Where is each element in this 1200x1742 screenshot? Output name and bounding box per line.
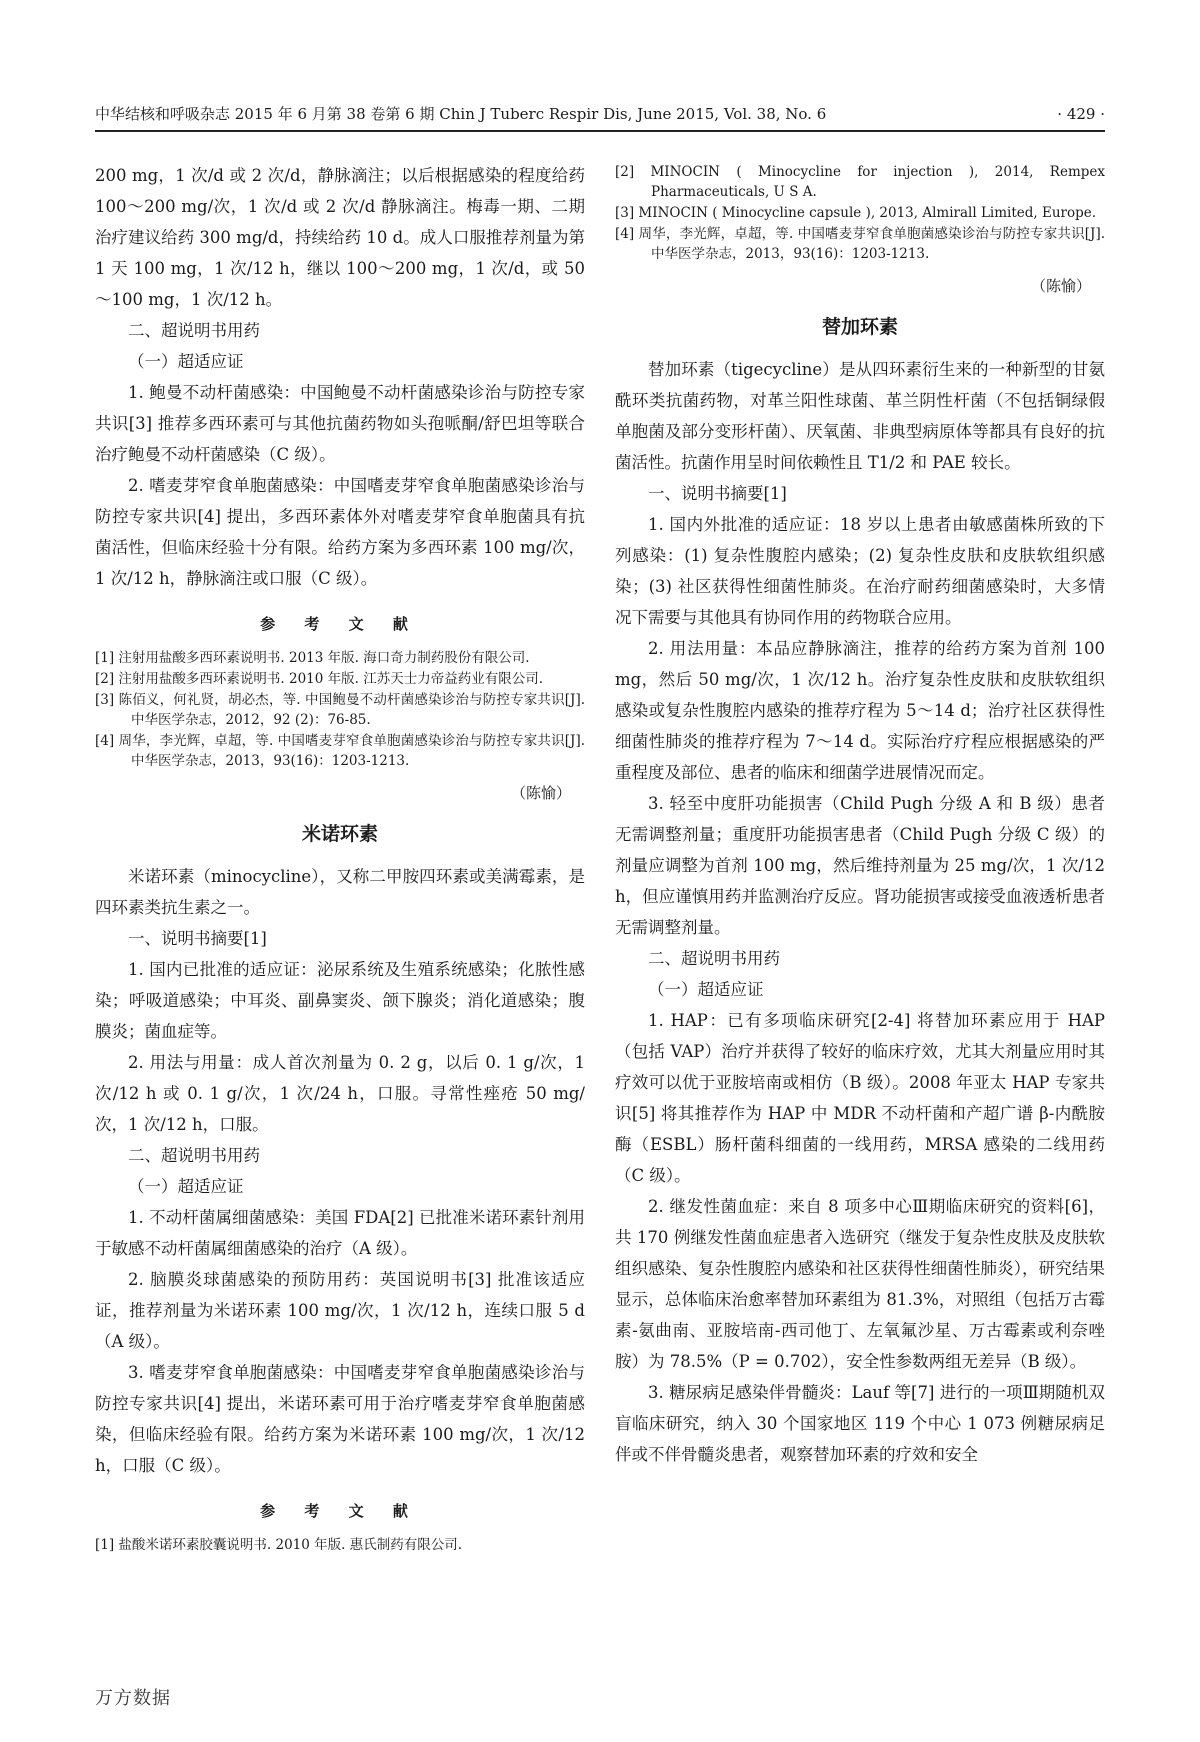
left-column xyxy=(95,160,585,1556)
reference-item: [3] 陈佰义，何礼贤，胡必杰，等. 中国鲍曼不动杆菌感染诊治与防控专家共识[J]. 中华医学杂志，2012，92 (2)：76-85. xyxy=(95,692,585,728)
subsection-heading: （一）超适应证 xyxy=(648,980,764,999)
reference-item: [1] 注射用盐酸多西环素说明书. 2013 年版. 海口奇力制药股份有限公司. xyxy=(95,650,530,666)
paragraph: 2. 用法与用量：成人首次剂量为 0. 2 g，以后 0. 1 g/次，1 次/12 h 或 0. 1 g/次，1 次/24 h，口服。寻常性痤疮 50 mg/次，1 次/12 h，口服。 xyxy=(95,1053,585,1134)
paragraph: 2. 嗜麦芽窄食单胞菌感染：中国嗜麦芽窄食单胞菌感染诊治与防控专家共识[4] 提出，多西环素体外对嗜麦芽窄食单胞菌具有抗菌活性，但临床经验十分有限。给药方案为多西环素 100 mg/次，1 次/12 h，静脉滴注或口服（C 级）。 xyxy=(95,476,585,588)
reference-item: [1] 盐酸米诺环素胶囊说明书. 2010 年版. 惠氏制药有限公司. xyxy=(95,1537,463,1553)
subsection-heading: （一）超适应证 xyxy=(128,1177,244,1196)
section-heading: 二、超说明书用药 xyxy=(128,321,260,340)
reference-item: [4] 周华，李光辉，卓超，等. 中国嗜麦芽窄食单胞菌感染诊治与防控专家共识[J]. 中华医学杂志，2013，93(16)：1203-1213. xyxy=(95,733,585,769)
reference-list xyxy=(615,162,1105,264)
paragraph: 替加环素（tigecycline）是从四环素衍生来的一种新型的甘氨酰环类抗菌药物，对革兰阳性球菌、革兰阴性杆菌（不包括铜绿假单胞菌及部分变形杆菌）、厌氧菌、非典型病原体等都具有良好的抗菌活性。抗菌作用呈时间依赖性且 T1/2 和 PAE 较长。 xyxy=(615,360,1105,472)
paragraph: 2. 脑膜炎球菌感染的预防用药：英国说明书[3] 批准该适应证，推荐剂量为米诺环素 100 mg/次，1 次/12 h，连续口服 5 d（A 级）。 xyxy=(95,1270,585,1351)
paragraph: 1. 不动杆菌属细菌感染：美国 FDA[2] 已批准米诺环素针剂用于敏感不动杆菌属细菌感染的治疗（A 级）。 xyxy=(95,1208,585,1258)
reference-item: [2] MINOCIN ( Minocycline for injection ), 2014, Rempex Pharmaceuticals, U S A. xyxy=(615,164,1105,200)
continued-paragraph: 200 mg，1 次/d 或 2 次/d，静脉滴注；以后根据感染的程度给药 100～200 mg/次，1 次/d 或 2 次/d 静脉滴注。梅毒一期、二期治疗建议给药 300 mg/d，持续给药 10 d。成人口服推荐剂量为第 1 天 100 mg，1 次/12 h，继以 100～200 mg，1 次/d，或 50～100 mg，1 次/12 h。 xyxy=(95,166,585,309)
paragraph: 1. 国内外批准的适应证：18 岁以上患者由敏感菌株所致的下列感染：(1) 复杂性腹腔内感染；(2) 复杂性皮肤和皮肤软组织感染；(3) 社区获得性细菌性肺炎。在治疗耐药细菌感染时，大多情况下需要与其他具有协同作用的药物联合应用。 xyxy=(615,515,1105,627)
reference-list xyxy=(95,1535,585,1555)
paragraph: 米诺环素（minocycline），又称二甲胺四环素或美满霉素，是四环素类抗生素之一。 xyxy=(95,867,585,917)
page-number: · 429 · xyxy=(1057,105,1105,123)
references-title: 参 考 文 献 xyxy=(260,1502,420,1520)
reference-item: [2] 注射用盐酸多西环素说明书. 2010 年版. 江苏天士力帝益药业有限公司. xyxy=(95,671,544,687)
reference-item: [3] MINOCIN ( Minocycline capsule ), 2013, Almirall Limited, Europe. xyxy=(615,205,1097,221)
section-heading: 一、说明书摘要[1] xyxy=(128,929,267,948)
subsection-heading: （一）超适应证 xyxy=(128,352,244,371)
watermark: 万方数据 xyxy=(95,1688,171,1709)
section-heading: 二、超说明书用药 xyxy=(648,949,780,968)
reference-item: [4] 周华，李光辉，卓超，等. 中国嗜麦芽窄食单胞菌感染诊治与防控专家共识[J]. 中华医学杂志，2013，93(16)：1203-1213. xyxy=(615,226,1105,262)
right-column xyxy=(615,162,1105,1470)
section-heading: 二、超说明书用药 xyxy=(128,1146,260,1165)
paragraph: 3. 嗜麦芽窄食单胞菌感染：中国嗜麦芽窄食单胞菌感染诊治与防控专家共识[4] 提出，米诺环素可用于治疗嗜麦芽窄食单胞菌感染，但临床经验有限。给药方案为米诺环素 100 mg/次，1 次/12 h，口服（C 级）。 xyxy=(95,1363,585,1475)
paragraph: 2. 继发性菌血症：来自 8 项多中心Ⅲ期临床研究的资料[6]，共 170 例继发性菌血症患者入选研究（继发于复杂性皮肤及皮肤软组织感染、复杂性腹腔内感染和社区获得性细菌性肺炎），研究结果显示，总体临床治愈率替加环素组为 81.3%，对照组（包括万古霉素-氨曲南、亚胺培南-西司他丁、左氧氟沙星、万古霉素或利奈唑胺）为 78.5%（P = 0.702），安全性参数两组无差异（B 级）。 xyxy=(615,1197,1105,1371)
paragraph: 1. 鲍曼不动杆菌感染：中国鲍曼不动杆菌感染诊治与防控专家共识[3] 推荐多西环素可与其他抗菌药物如头孢哌酮/舒巴坦等联合治疗鲍曼不动杆菌感染（C 级）。 xyxy=(95,383,585,464)
article-title: 米诺环素 xyxy=(301,823,378,845)
paragraph: 3. 糖尿病足感染伴骨髓炎：Lauf 等[7] 进行的一项Ⅲ期随机双盲临床研究，纳入 30 个国家地区 119 个中心 1 073 例糖尿病足伴或不伴骨髓炎患者，观察替加环素的疗效和安全 xyxy=(615,1383,1105,1464)
paragraph: 2. 用法用量：本品应静脉滴注，推荐的给药方案为首剂 100 mg，然后 50 mg/次，1 次/12 h。治疗复杂性皮肤和皮肤软组织感染或复杂性腹腔内感染的推荐疗程为 5～14 d；治疗社区获得性细菌性肺炎的推荐疗程为 7～14 d。实际治疗疗程应根据感染的严重程度及部位、患者的临床和细菌学进展情况而定。 xyxy=(615,639,1105,782)
author-signature: （陈愉） xyxy=(1030,277,1091,295)
references-title: 参 考 文 献 xyxy=(260,615,420,633)
author-signature: （陈愉） xyxy=(510,784,571,802)
reference-list xyxy=(95,648,585,771)
journal-header: 中华结核和呼吸杂志 2015 年 6 月第 38 卷第 6 期 Chin J Tuberc Respir Dis, June 2015, Vol. 38, No. 6 xyxy=(95,105,827,123)
paragraph: 1. 国内已批准的适应证：泌尿系统及生殖系统感染；化脓性感染；呼吸道感染；中耳炎、副鼻窦炎、颌下腺炎；消化道感染；腹膜炎；菌血症等。 xyxy=(95,960,585,1041)
header-rule xyxy=(95,130,1105,132)
paragraph: 1. HAP：已有多项临床研究[2-4] 将替加环素应用于 HAP（包括 VAP）治疗并获得了较好的临床疗效，尤其大剂量应用时其疗效可以优于亚胺培南或相仿（B 级）。2008 年亚太 HAP 专家共识[5] 将其推荐作为 HAP 中 MDR 不动杆菌和产超广谱 β-内酰胺酶（ESBL）肠杆菌科细菌的一线用药，MRSA 感染的二线用药（C 级）。 xyxy=(615,1011,1105,1185)
paragraph: 3. 轻至中度肝功能损害（Child Pugh 分级 A 和 B 级）患者无需调整剂量；重度肝功能损害患者（Child Pugh 分级 C 级）的剂量应调整为首剂 100 mg，然后维持剂量为 25 mg/次，1 次/12 h，但应谨慎用药并监测治疗反应。肾功能损害或接受血液透析患者无需调整剂量。 xyxy=(615,794,1105,937)
article-title: 替加环素 xyxy=(821,316,898,338)
section-heading: 一、说明书摘要[1] xyxy=(648,484,787,503)
